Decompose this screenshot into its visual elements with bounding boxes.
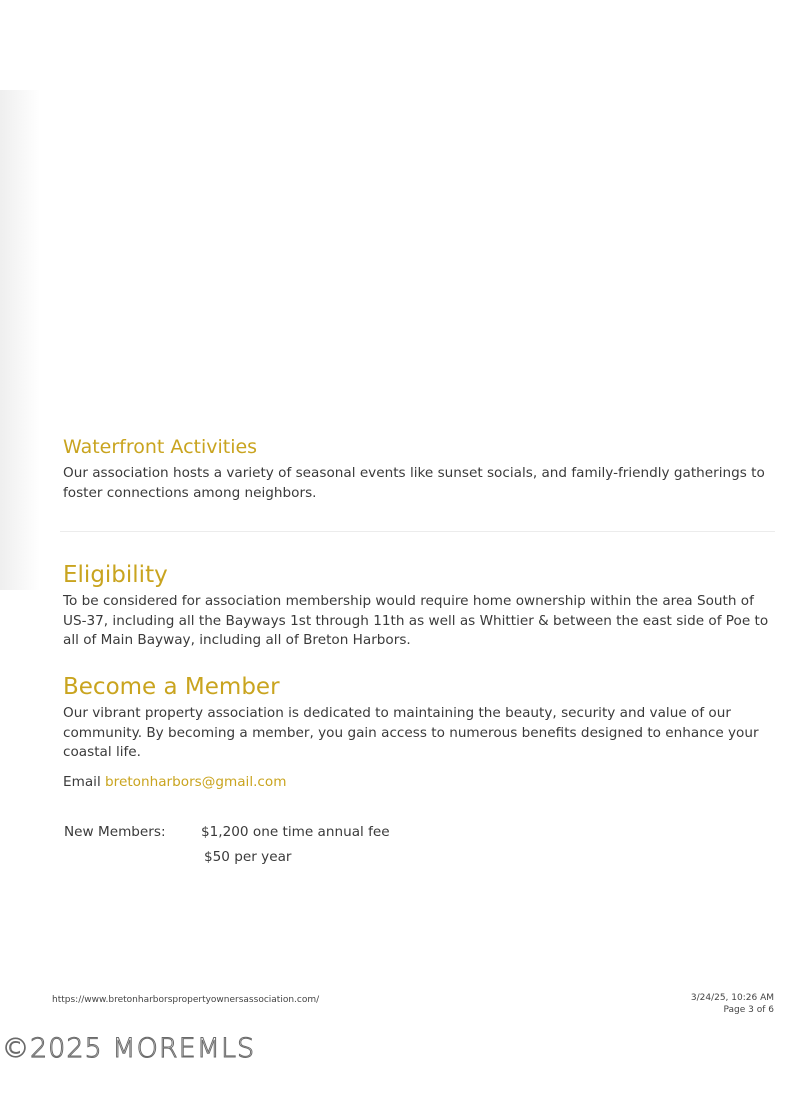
fee-per-year: $50 per year	[204, 849, 292, 865]
waterfront-text: Our association hosts a variety of seasonal events like sunset socials, and family-friendly gatherings to foster connections among neighbors.	[63, 465, 765, 501]
footer-meta	[691, 992, 774, 1016]
become-member-heading: Become a Member	[63, 674, 280, 700]
moremls-watermark: ©2025 MOREMLS	[2, 1033, 256, 1064]
waterfront-heading: Waterfront Activities	[63, 436, 258, 458]
waterfront-section	[63, 436, 773, 503]
fee-one-time: $1,200 one time annual fee	[201, 824, 390, 840]
footer-datetime: 3/24/25, 10:26 AM	[690, 993, 774, 1003]
eligibility-text: To be considered for association membership would require home ownership within the area South of US-37, including all the Bayways 1st through 11th as well as Whittier & between the east side of Poe to all of Main Bayway, including all of Breton Harbors.	[63, 593, 769, 648]
email-link[interactable]: bretonharbors@gmail.com	[105, 774, 287, 790]
footer-page-number: Page 3 of 6	[723, 1005, 774, 1015]
new-members-label: New Members:	[64, 824, 166, 840]
eligibility-section	[63, 562, 773, 651]
email-label: Email	[63, 774, 101, 790]
eligibility-heading: Eligibility	[63, 562, 168, 588]
become-member-section	[63, 674, 773, 763]
email-line	[63, 774, 286, 790]
scan-shadow	[0, 90, 40, 590]
become-member-text: Our vibrant property association is dedicated to maintaining the beauty, security and value of our community. By becoming a member, you gain access to numerous benefits designed to enhance your coastal life.	[63, 705, 759, 760]
footer-url[interactable]: https://www.bretonharborspropertyownersassociation.com/	[52, 995, 320, 1005]
section-divider	[60, 531, 775, 532]
